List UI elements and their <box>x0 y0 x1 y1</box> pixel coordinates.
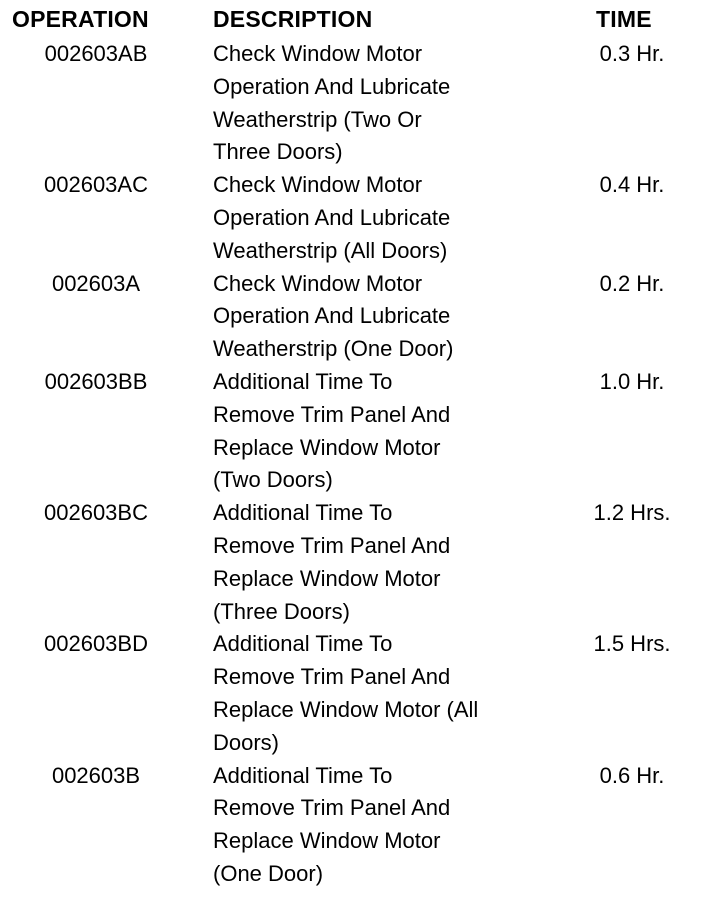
labor-time: 0.4 Hr. <box>599 172 665 198</box>
header-description: DESCRIPTION <box>213 6 373 32</box>
operation-code: 002603BD <box>44 631 148 657</box>
operation-code: 002603AB <box>44 41 148 66</box>
table-row <box>0 169 704 267</box>
operation-description: Additional Time To Remove Trim Panel And Replace Window Motor (Two Doors) <box>213 368 451 493</box>
operation-description: Additional Time To Remove Trim Panel And Replace Window Motor (All Doors) <box>213 631 479 755</box>
table-row <box>0 760 704 891</box>
operation-code: 002603BB <box>44 368 148 394</box>
table-row <box>0 268 704 366</box>
labor-time: 1.5 Hrs. <box>593 631 671 657</box>
header-time: TIME <box>596 6 652 32</box>
operation-code: 002603AC <box>44 172 148 198</box>
operation-code: 002603B <box>51 762 141 788</box>
operation-code: 002603A <box>51 270 141 296</box>
operation-description: Check Window Motor Operation And Lubricate Weatherstrip (All Doors) <box>213 172 451 263</box>
table-body <box>0 38 704 891</box>
labor-time: 0.2 Hr. <box>599 270 665 296</box>
labor-time: 1.2 Hrs. <box>593 500 671 526</box>
labor-time: 0.3 Hr. <box>599 41 665 66</box>
operation-description: Additional Time To Remove Trim Panel And Replace Window Motor (One Door) <box>213 762 451 886</box>
table-row <box>0 497 704 628</box>
table-header <box>0 6 704 36</box>
operation-description: Check Window Motor Operation And Lubricate Weatherstrip (Two Or Three Doors) <box>213 41 451 165</box>
table-row <box>0 628 704 759</box>
header-operation: OPERATION <box>12 6 149 32</box>
table-row <box>0 366 704 497</box>
operation-description: Additional Time To Remove Trim Panel And Replace Window Motor (Three Doors) <box>213 500 451 624</box>
operation-code: 002603BC <box>44 500 148 526</box>
labor-time: 0.6 Hr. <box>599 762 665 788</box>
table-row <box>0 38 704 169</box>
operation-description: Check Window Motor Operation And Lubricate Weatherstrip (One Door) <box>213 270 454 362</box>
labor-time: 1.0 Hr. <box>599 368 665 394</box>
